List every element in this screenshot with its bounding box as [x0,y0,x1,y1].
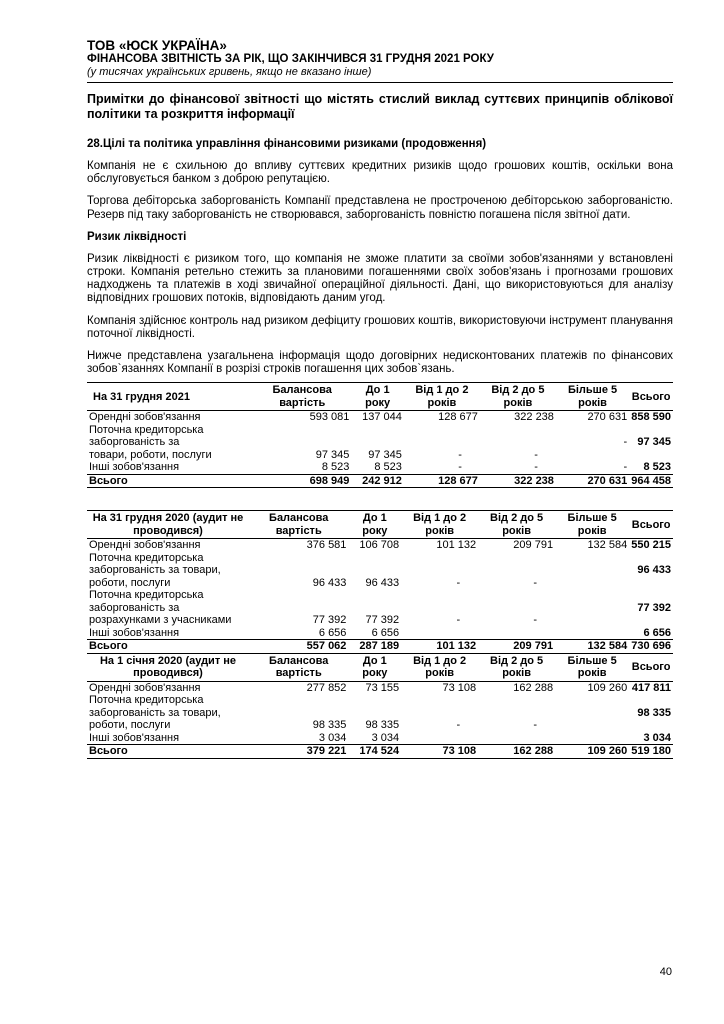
cell: 132 584 [555,640,629,654]
cell [555,552,629,590]
cell: 73 155 [365,681,400,694]
row-label: Інші зобов'язання [89,461,180,474]
cell: - [458,461,462,474]
table-row [87,411,673,424]
cell: - [533,614,538,627]
cell: 557 062 [249,640,348,654]
cell: 519 180 [629,745,673,759]
cell: 98 335 [312,719,347,732]
col-header: До 1 року [348,511,401,539]
col-header: Всього [629,383,673,411]
cell [555,589,629,627]
cell [555,627,629,640]
table-row [87,539,673,552]
cell: - [456,719,461,732]
cell: 376 581 [306,539,347,552]
cell: 132 584 [587,539,628,552]
cell: 98 335 [637,706,671,719]
cell: - [534,448,538,461]
cell [555,694,629,732]
row-label: Поточна кредиторська заборгованість за товари, роботи, послуги [89,551,221,589]
col-header: Від 1 до 2 років [401,653,478,681]
col-header: Балансова вартість [249,511,348,539]
cell: 109 260 [555,745,629,759]
total-row [87,640,673,654]
row-label: Орендні зобов'язання [89,681,201,694]
table-header-row [87,383,673,411]
row-label: Орендні зобов'язання [89,539,201,552]
row-label: Орендні зобов'язання [89,411,201,424]
row-label: Всього [87,745,249,759]
cell: - [533,719,538,732]
cell: 8 523 [643,461,671,474]
cell: 322 238 [514,411,554,424]
cell: 106 708 [359,539,400,552]
table-header-row [87,511,673,539]
cell [478,627,555,640]
cell: 8 523 [321,461,350,474]
cell [401,627,478,640]
cell: 6 656 [643,626,671,639]
note-title: 28.Цілі та політика управління фінансовими ризиками (продовження) [87,138,487,150]
table-row [87,694,673,732]
cell: 858 590 [631,411,671,424]
col-header: Більше 5 років [555,511,629,539]
period-header: На 1 січня 2020 (аудит не проводився) [87,653,249,681]
cell: 101 132 [401,640,478,654]
row-label: Поточна кредиторська заборгованість за товари, роботи, послуги [89,423,212,461]
cell: 97 345 [368,448,402,461]
section-title: Примітки до фінансової звітності що містять стислий виклад суттєвих принципів облікової політики та розкриття інформації [87,92,673,121]
cell: - [534,461,538,474]
table-row [87,627,673,640]
cell: 162 288 [478,745,555,759]
cell: 270 631 [556,474,629,488]
col-header: Більше 5 років [555,653,629,681]
cell: - [623,436,628,449]
total-row [87,745,673,759]
paragraph-liquidity-control: Компанія здійснює контроль над ризиком дефіциту грошових коштів, використовуючи інструмент планування поточної ліквідності. [87,314,673,340]
cell [401,732,478,745]
cell: 593 081 [309,411,350,424]
units-note: (у тисячах українських гривень, якщо не вказано інше) [87,66,372,78]
cell: 98 335 [365,719,400,732]
paragraph-liquidity-risk: Ризик ліквідності є ризиком того, що компанія не зможе платити за своїми зобов'язаннями у встановлені строки. Компанія ретельно стежить за плановими погашеннями своїх зобов'язань і прогнозами грошових надходжень та платежів в ході звичайної операційної діяльності. Дані, що використовуються для аналізу відповідних грошових потоків, відповідають даним угод. [87,252,673,305]
cell: 209 791 [513,539,554,552]
cell: 77 392 [312,614,347,627]
total-row [87,474,673,488]
cell: - [623,461,628,474]
document-page [87,38,673,759]
period-header: На 31 грудня 2020 (аудит не проводився) [87,511,249,539]
cell: 417 811 [631,681,671,694]
table-row [87,552,673,590]
liquidity-table-2021 [87,382,673,488]
col-header: Від 1 до 2 років [404,383,480,411]
header-rule [87,82,673,83]
col-header: До 1 року [348,653,401,681]
col-header: Більше 5 років [556,383,629,411]
row-label: Всього [87,474,253,488]
period-header: На 31 грудня 2021 [87,383,253,411]
cell: - [456,614,461,627]
cell: 3 034 [371,731,400,744]
liquidity-risk-heading: Ризик ліквідності [87,230,187,243]
cell: 162 288 [513,681,554,694]
cell: 97 345 [637,436,671,449]
col-header: Всього [629,653,673,681]
cell: 730 696 [629,640,673,654]
row-label: Всього [87,640,249,654]
col-header: До 1 року [351,383,403,411]
cell: 77 392 [365,614,400,627]
paragraph-table-intro: Нижче представлена узагальнена інформація щодо договірних недисконтованих платежів по фінансових зобов`язаннях Компанії в розрізі строків погашення цих зобов`язань. [87,350,673,376]
cell: 287 189 [348,640,401,654]
cell: 128 677 [404,474,480,488]
col-header: Від 1 до 2 років [401,511,478,539]
row-label: Інші зобов'язання [89,626,180,639]
cell: - [533,576,538,589]
cell: 101 132 [436,539,477,552]
cell: 277 852 [306,681,347,694]
col-header: Балансова вартість [249,653,348,681]
col-header: Балансова вартість [253,383,351,411]
cell: 73 108 [401,745,478,759]
cell: 964 458 [629,474,673,488]
cell: 242 912 [351,474,403,488]
cell: 128 677 [438,411,478,424]
cell: - [458,448,462,461]
cell: 96 433 [637,564,671,577]
row-label: Поточна кредиторська заборгованість за розрахунками з учасниками [89,589,232,627]
col-header: Від 2 до 5 років [480,383,556,411]
page-number: 40 [659,966,672,978]
cell: 6 656 [318,626,347,639]
liquidity-table-2020 [87,510,673,759]
cell: 77 392 [637,601,671,614]
cell: 550 215 [631,539,671,552]
cell: 97 345 [315,448,350,461]
paragraph-credit-risk: Компанія не є схильною до впливу суттєвих кредитних ризиків щодо грошових коштів, оскільки вона обслуговується банком з доброю репутацією. [87,160,673,186]
cell: 379 221 [249,745,348,759]
row-label: Інші зобов'язання [89,731,180,744]
cell: 270 631 [587,411,628,424]
cell: 3 034 [643,731,671,744]
cell: 8 523 [374,461,402,474]
cell: - [456,576,461,589]
cell: 96 433 [365,576,400,589]
table-row [87,461,673,474]
cell: 137 044 [362,411,402,424]
cell [478,732,555,745]
paragraph-receivables: Торгова дебіторська заборгованість Компанії представлена не простроченою дебіторською заборгованістю. Резерв під таку заборгованість не створювався, заборгованість повністю погашена після звітної дати. [87,195,673,221]
table-row [87,681,673,694]
cell: 6 656 [371,626,400,639]
cell: 322 238 [480,474,556,488]
cell: 174 524 [348,745,401,759]
cell: 73 108 [442,681,477,694]
table-row [87,589,673,627]
cell: 96 433 [312,576,347,589]
cell [555,732,629,745]
row-label: Поточна кредиторська заборгованість за товари, роботи, послуги [89,694,221,732]
company-name: ТОВ «ЮСК УКРАЇНА» [87,38,227,53]
cell: 3 034 [318,731,347,744]
col-header: Всього [629,511,673,539]
cell: 209 791 [478,640,555,654]
table-row [87,424,673,462]
cell: 698 949 [253,474,351,488]
statement-title: ФІНАНСОВА ЗВІТНІСТЬ ЗА РІК, ЩО ЗАКІНЧИВСЯ 31 ГРУДНЯ 2021 РОКУ [87,53,494,65]
table-header-row [87,653,673,681]
cell: 109 260 [587,681,628,694]
table-row [87,732,673,745]
col-header: Від 2 до 5 років [478,653,555,681]
col-header: Від 2 до 5 років [478,511,555,539]
